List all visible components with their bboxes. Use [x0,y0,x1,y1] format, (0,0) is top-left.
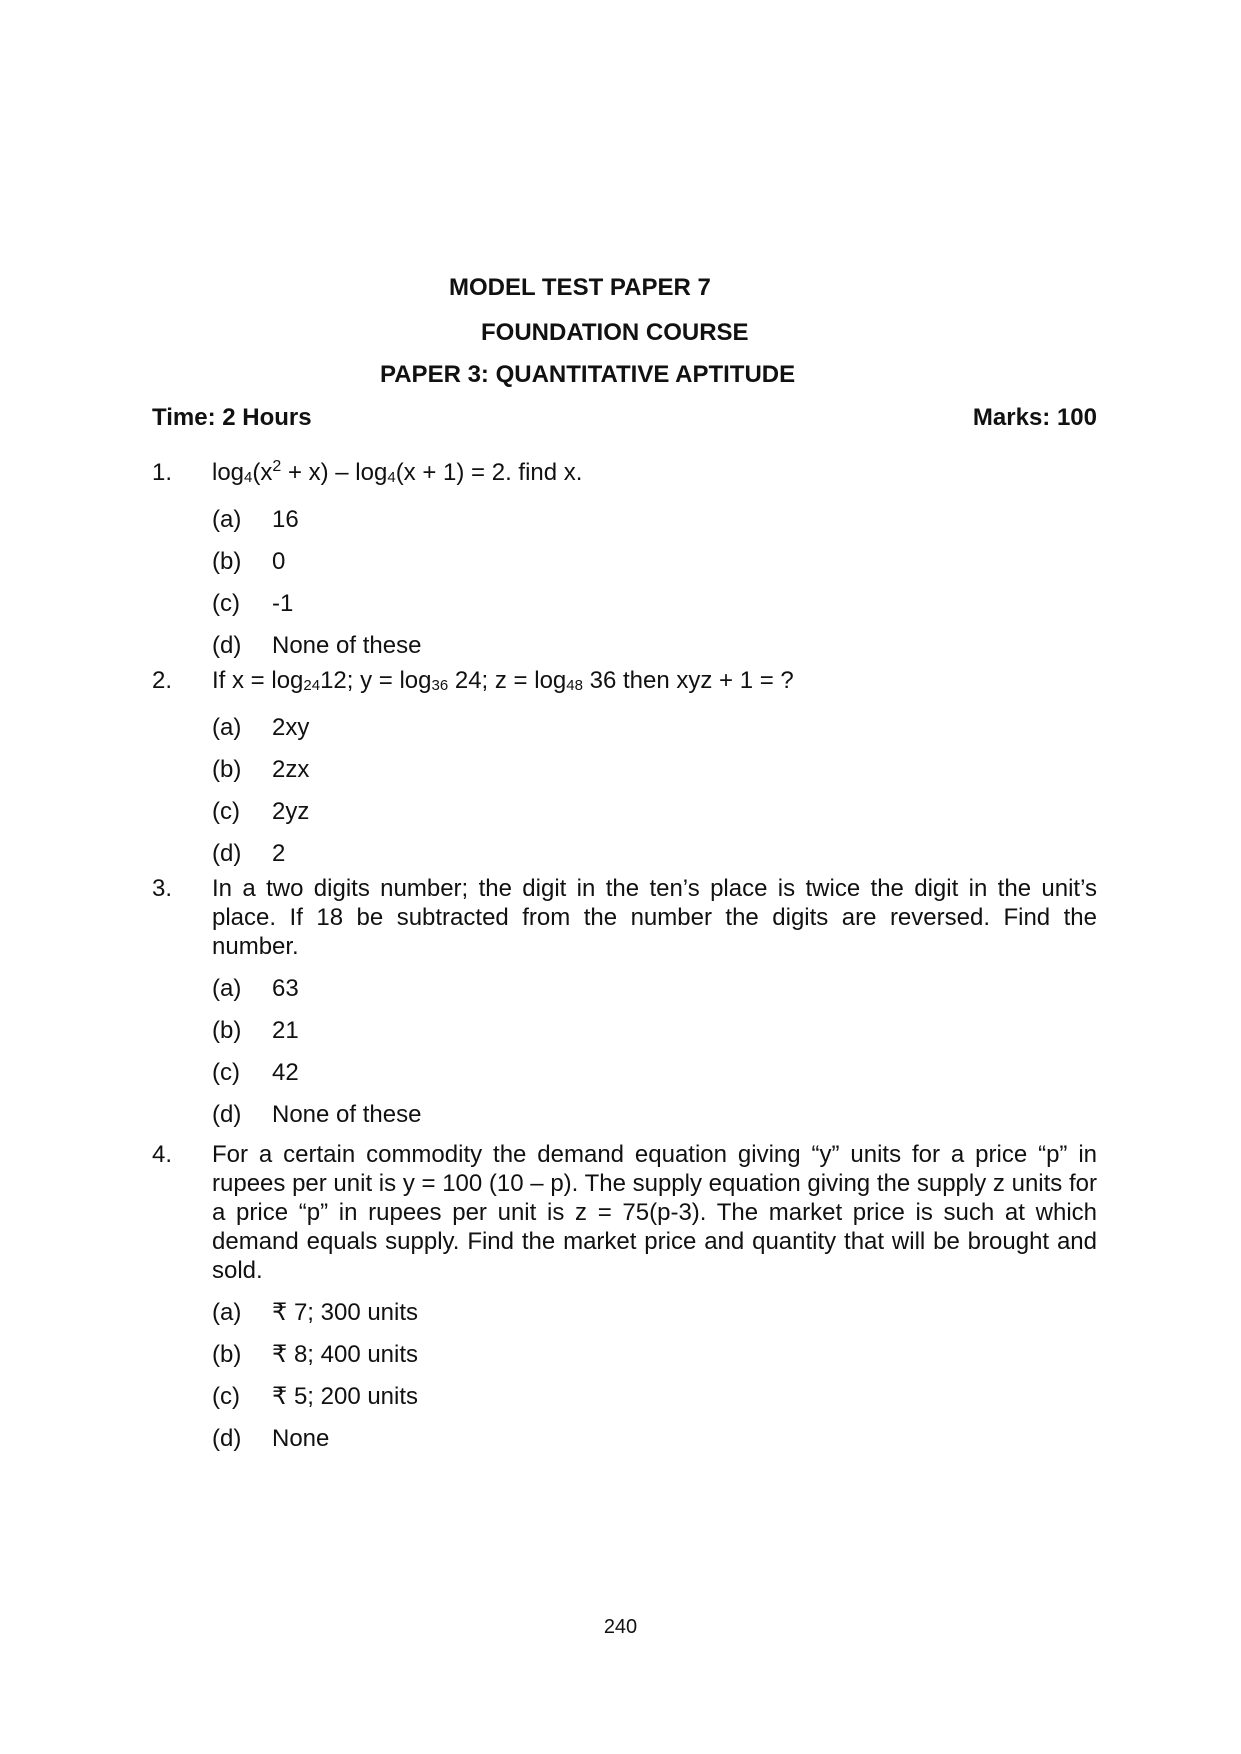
option-a: (a) ₹ 7; 300 units [212,1299,419,1326]
option-b: (b) 21 [212,1017,299,1044]
option-c: (c) ₹ 5; 200 units [212,1383,419,1410]
page-number: 240 [603,1616,638,1638]
question-number: 2. [152,667,173,694]
time-allowed: Time: 2 Hours [152,404,312,431]
option-c: (c) -1 [212,590,294,617]
option-c: (c) 42 [212,1059,299,1086]
question-4 [152,1140,1097,1453]
option-b: (b) ₹ 8; 400 units [212,1341,419,1368]
option-b: (b) 2zx [212,756,310,783]
option-a: (a) 63 [212,975,299,1002]
question-1 [152,458,1097,660]
option-c: (c) 2yz [212,798,310,825]
option-d: (d) None [212,1425,330,1452]
question-text: If $x = \log_{24}12$; $y = \log_{36} 24$; $z = \log_{48} 36$ then xyz + 1 = ? [212,667,794,694]
option-a: (a) 16 [212,506,299,533]
option-d: (d) None of these [212,1101,422,1128]
question-text: $\log_4(x^2 + x) - \log_4(x + 1) = 2$. find x. [212,458,583,486]
question-number: 3. [152,875,173,902]
option-d: (d) None of these [212,632,422,659]
option-a: (a) 2xy [212,714,310,741]
question-text: For a certain commodity the demand equation giving “y” units for a price “p” in rupees per unit is y = 100 (10 – p). The supply equation giving the supply z units for a price “p” in rupees per unit is z = 75(p-3). The market price is such at which demand equals supply. Find the market price and quantity that will be brought and sold. [212,1141,1097,1284]
question-number: 1. [152,459,173,486]
subject-title: PAPER 3: QUANTITATIVE APTITUDE [380,361,796,388]
question-3 [152,874,1097,1129]
question-2 [152,666,1097,868]
paper-title: MODEL TEST PAPER 7 [449,274,711,301]
question-number: 4. [152,1141,173,1168]
option-d: (d) 2 [212,840,286,867]
total-marks: Marks: 100 [972,404,1097,431]
option-b: (b) 0 [212,548,286,575]
question-text: In a two digits number; the digit in the ten’s place is twice the digit in the unit’s place. If 18 be subtracted from the number the digits are reversed. Find the number. [212,875,1097,960]
course-title: FOUNDATION COURSE [481,319,749,346]
